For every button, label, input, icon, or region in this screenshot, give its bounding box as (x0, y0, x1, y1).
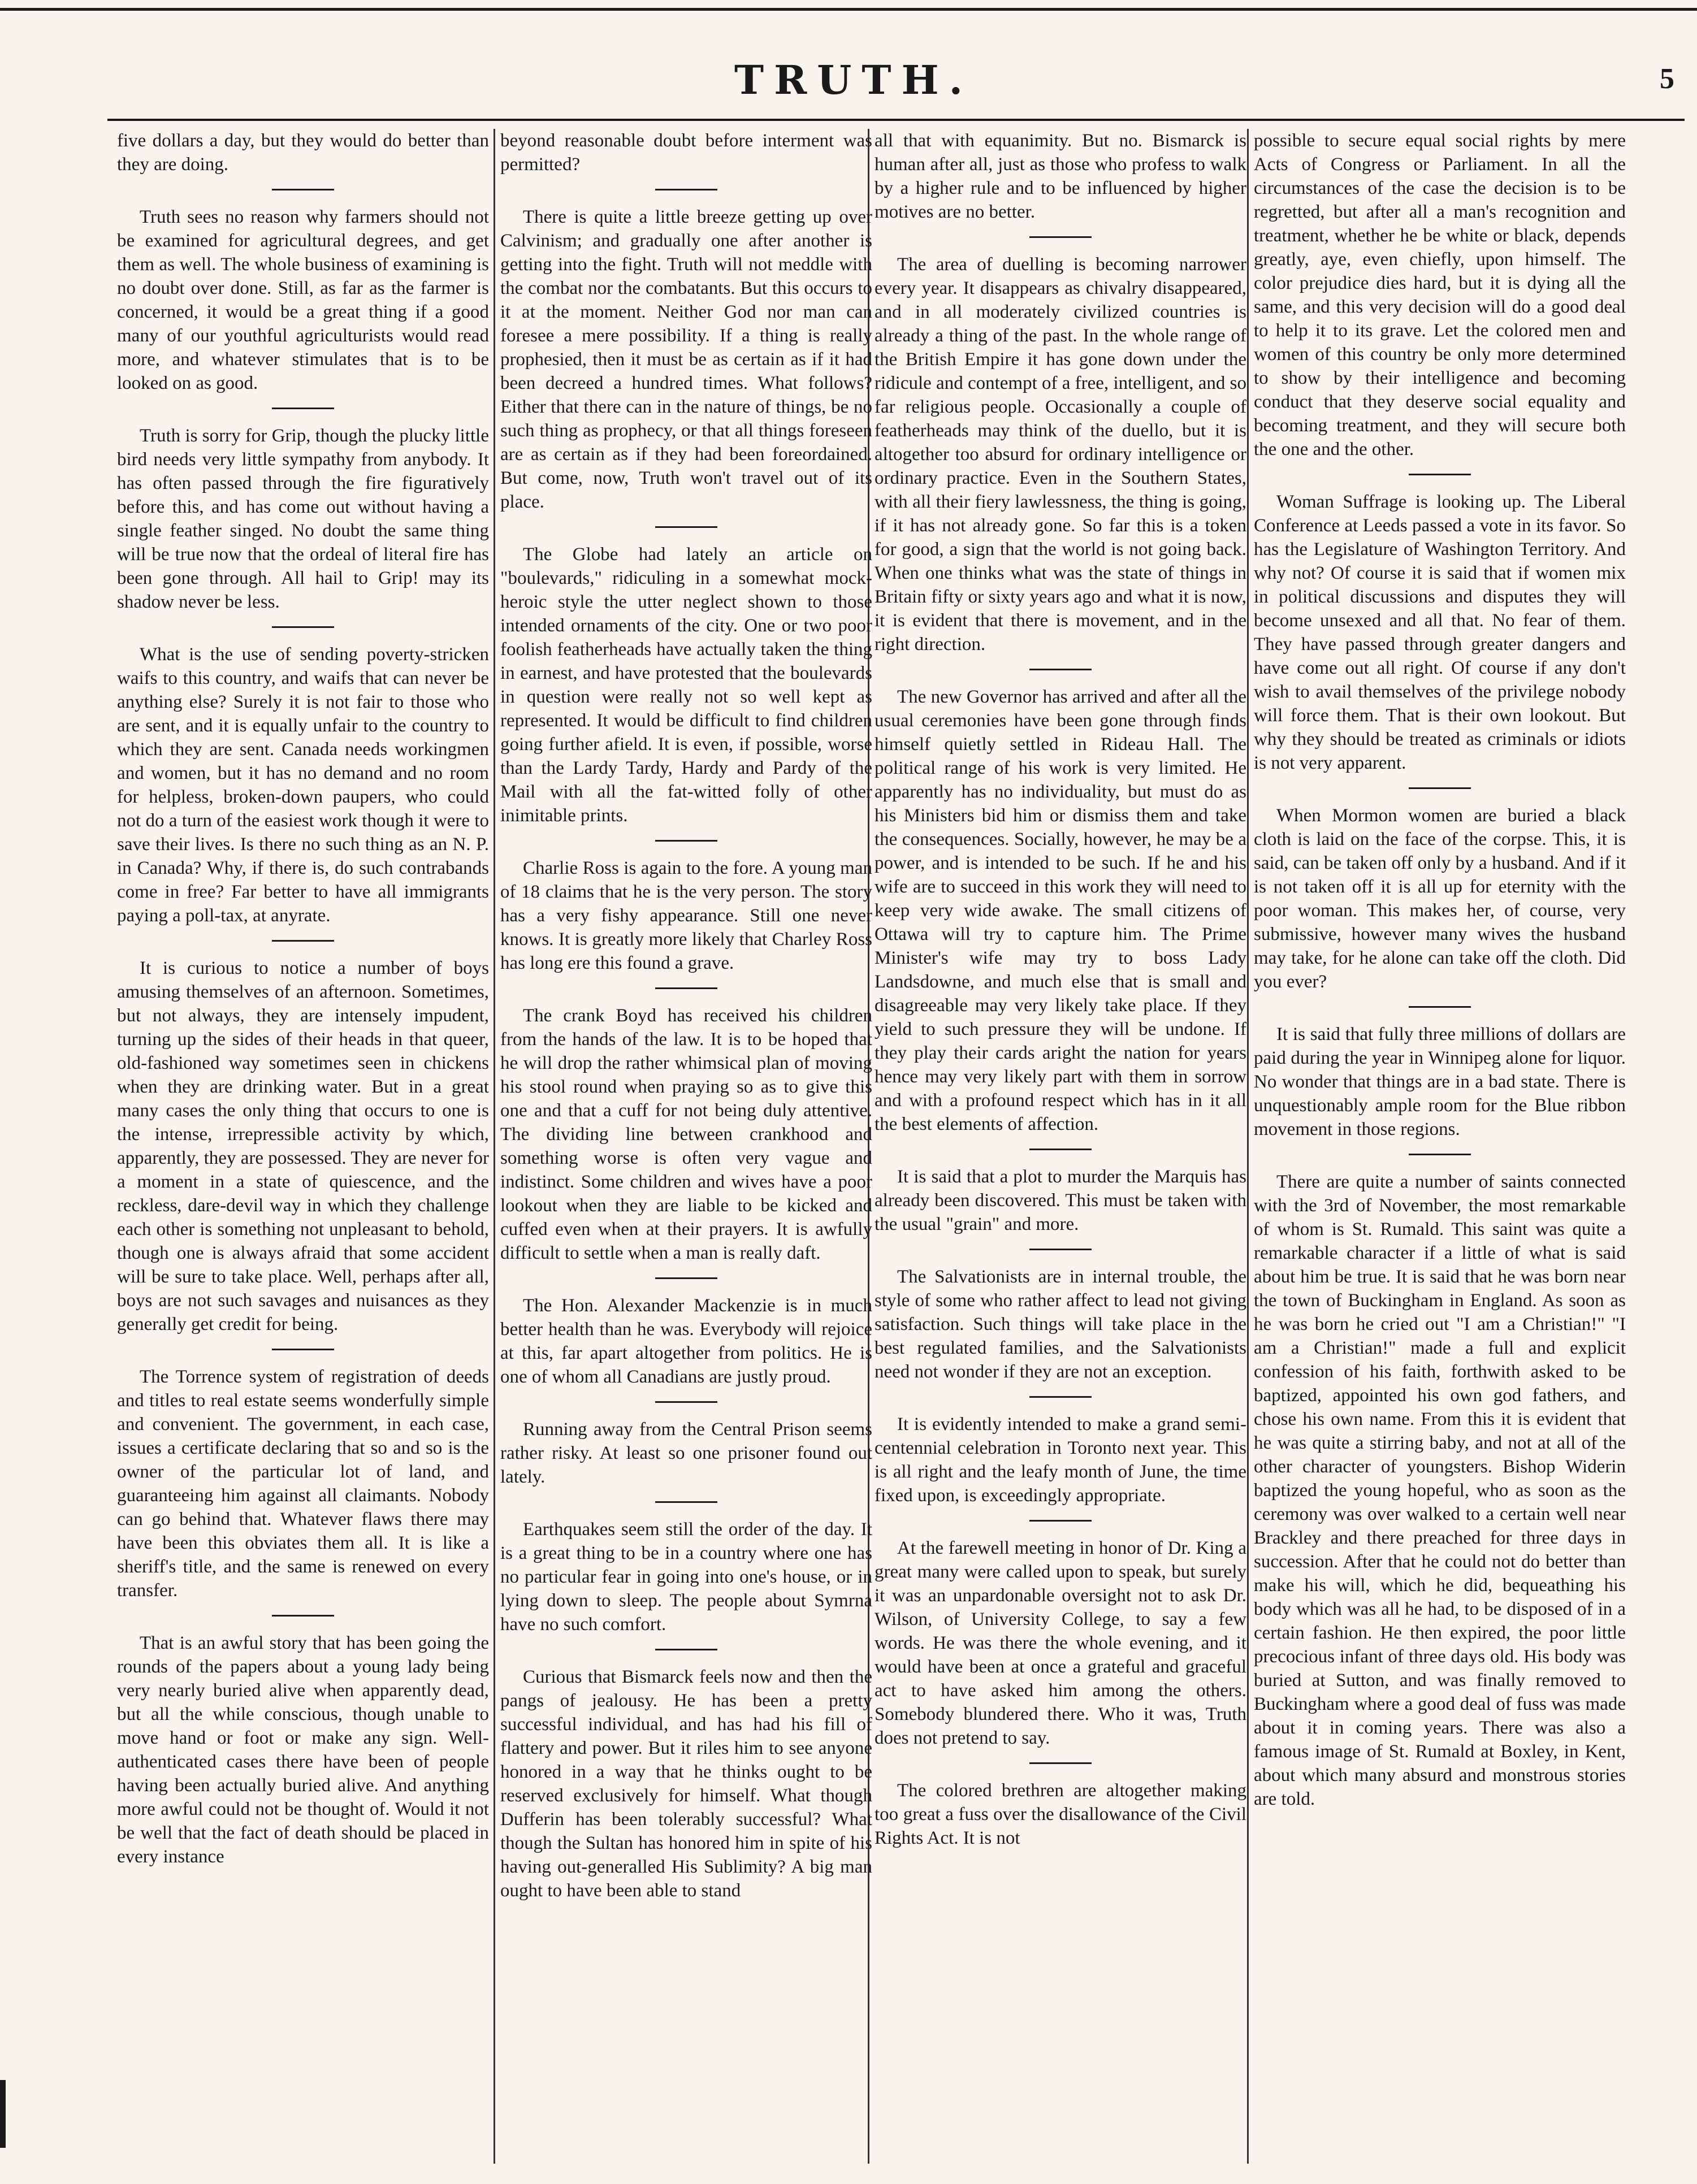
page-edge-mark (0, 2080, 6, 2148)
article-separator (655, 1501, 717, 1503)
article-paragraph: It is said that a plot to murder the Marquis has already been discovered. This must be taken with the usual "grain" and more. (875, 1167, 1246, 1234)
column-divider (1247, 129, 1249, 2164)
article-separator (655, 1277, 717, 1279)
article-paragraph: That is an awful story that has been going the rounds of the papers about a young lady being very nearly buried alive when apparently dead, but all the while conscious, though unable to move hand or foot or make any sign. Well-authenticated cases there have been of people having been actually buried alive. And anything more awful could not be thought of. Would it not be well that the fact of death should be placed in every instance (117, 1633, 489, 1867)
article-paragraph: all that with equanimity. But no. Bismarck is human after all, just as those who profess to walk by a higher rule and to be influenced by higher motives are no better. (875, 131, 1246, 222)
article-paragraph: At the farewell meeting in honor of Dr. King a great many were called upon to speak, but surely it was an unpardonable oversight not to ask Dr. Wilson, of University College, to say a few words. He was there the whole evening, and it would have been at once a grateful and graceful act to have asked him among the others. Somebody blundered there. Who it was, Truth does not pretend to say. (875, 1538, 1246, 1748)
article-separator (272, 189, 334, 190)
column-3 (875, 129, 1246, 2164)
masthead-title: TRUTH. (734, 57, 973, 103)
article-paragraph: The Torrence system of registration of deeds and titles to real estate seems wonderfully simple and convenient. The government, in each case, issues a certificate declaring that so and so is the owner of the particular lot of land, and guaranteeing him against all claimants. Nobody can go behind that. Whatever flaws there may have been this obviates them all. It is like a sheriff's title, and the same is renewed on every transfer. (117, 1367, 489, 1601)
article-separator (1409, 787, 1471, 789)
header-rule (107, 119, 1685, 121)
article-separator (1409, 1154, 1471, 1155)
article-separator (1409, 474, 1471, 475)
article-separator (1029, 1520, 1092, 1522)
article-paragraph: Truth sees no reason why farmers should not be examined for agricultural degrees, and get them as well. The whole business of examining is no doubt over done. Still, as far as the farmer is concerned, it would be a great thing if a good many of our youthful agriculturists would read more, and whatever stimulates that is to be looked on as good. (117, 207, 489, 393)
article-paragraph: What is the use of sending poverty-stricken waifs to this country, and waifs that can never be anything else? Surely it is not fair to those who are sent, and it is equally unfair to the country to which they are sent. Canada needs workingmen and women, but it has no demand and no room for helpless, broken-down paupers, who could not do a turn of the easiest work though it were to save their lives. Is there no such thing as an N. P. in Canada? Why, if there is, do such contrabands come in free? Far better to have all immigrants paying a poll-tax, at anyrate. (117, 644, 489, 926)
article-separator (1029, 669, 1092, 670)
article-paragraph: It is said that fully three millions of dollars are paid during the year in Winnipeg alone for liquor. No wonder that things are in a bad state. There is unquestionably ample room for the Blue ribbon movement in those regions. (1254, 1024, 1626, 1139)
page-header (0, 51, 1697, 119)
article-paragraph: Running away from the Central Prison seems rather risky. At least so one prisoner found out lately. (500, 1419, 872, 1487)
article-separator (1409, 1006, 1471, 1008)
article-paragraph: Curious that Bismarck feels now and then the pangs of jealousy. He has been a pretty successful individual, and has had his fill of flattery and power. But it riles him to see anyone honored in a way that he thinks ought to be reserved exclusively for himself. What though Dufferin has been tolerably successful? What though the Sultan has honored him in spite of his having out-generalled His Sublimity? A big man ought to have been able to stand (500, 1667, 872, 1901)
article-paragraph: The colored brethren are altogether making too great a fuss over the disallowance of the Civil Rights Act. It is not (875, 1780, 1246, 1848)
article-paragraph: The new Governor has arrived and after all the usual ceremonies have been gone through finds himself quietly settled in Rideau Hall. The political range of his work is very limited. He apparently has no individuality, but must do as his Ministers bid him or dismiss them and take the consequences. Socially, however, he may be a power, and is intended to be such. If he and his wife are to succeed in this work they will need to keep very wide awake. The small citizens of Ottawa will try to capture him. The Prime Minister's wife may try to boss Lady Landsdowne, and much else that is small and disagreeable may very likely take place. If they yield to such pressure they will be undone. If they play their cards aright the nation for years hence may very likely part with them in sorrow and with a profound respect which has in it all the best elements of affection. (875, 687, 1246, 1134)
article-paragraph: The Salvationists are in internal trouble, the style of some who rather affect to lead not giving satisfaction. Such things will take place in the best regulated families, and the Salvationists need not wonder if they are not an exception. (875, 1267, 1246, 1382)
article-separator (1029, 236, 1092, 238)
article-paragraph: It is evidently intended to make a grand semi-centennial celebration in Toronto next year. This is all right and the leafy month of June, the time fixed upon, is exceedingly appropriate. (875, 1414, 1246, 1506)
article-paragraph: Charlie Ross is again to the fore. A young man of 18 claims that he is the very person. The story has a very fishy appearance. Still one never knows. It is greatly more likely that Charley Ross has long ere this found a grave. (500, 858, 872, 973)
article-paragraph: The Hon. Alexander Mackenzie is in much better health than he was. Everybody will rejoice at this, far apart altogether from politics. He is one of whom all Canadians are justly proud. (500, 1295, 872, 1387)
article-separator (655, 526, 717, 528)
article-separator (272, 940, 334, 942)
article-paragraph: Earthquakes seem still the order of the day. It is a great thing to be in a country where one has no particular fear in going into one's house, or in lying down to sleep. The people about Symrna have no such comfort. (500, 1519, 872, 1635)
article-separator (655, 189, 717, 190)
article-paragraph: The Globe had lately an article on "boulevards," ridiculing in a somewhat mock-heroic style the utter neglect shown to those intended ornaments of the city. One or two poor foolish featherheads have actually taken the thing in earnest, and have protested that the boulevards in question were really not so well kept as represented. It would be difficult to find children going further afield. It is even, if possible, worse than the Lardy Tardy, Hardy and Pardy of the Mail with all the fat-witted folly of other inimitable prints. (500, 544, 872, 826)
article-separator (655, 1401, 717, 1403)
article-separator (655, 1649, 717, 1650)
article-paragraph: Truth is sorry for Grip, though the plucky little bird needs very little sympathy from anybody. It has often passed through the fire figuratively before this, and has come out without having a single feather singed. No doubt the same thing will be true now that the ordeal of literal fire has been gone through. All hail to Grip! may its shadow never be less. (117, 426, 489, 612)
page-number: 5 (1660, 63, 1674, 95)
article-separator (1029, 1249, 1092, 1250)
article-paragraph: Woman Suffrage is looking up. The Liberal Conference at Leeds passed a vote in its favor. So has the Legislature of Washington Territory. And why not? Of course it is said that if women mix in political discussions and disputes they will become unsexed and all that. No fear of them. They have passed through greater dangers and have come out all right. Of course if any don't wish to avail themselves of the privilege nobody will force them. That is their own lookout. But why they should be treated as criminals or idiots is not very apparent. (1254, 492, 1626, 773)
article-separator (272, 1349, 334, 1350)
article-separator (272, 626, 334, 628)
column-1 (117, 129, 489, 2164)
article-separator (655, 840, 717, 842)
article-separator (1029, 1396, 1092, 1398)
column-divider (493, 129, 495, 2164)
article-paragraph: The area of duelling is becoming narrower every year. It disappears as chivalry disappeared, and in all moderately civilized countries is already a thing of the past. In the whole range of the British Empire it has gone down under the ridicule and contempt of a free, intelligent, and so far religious people. Occasionally a couple of featherheads may think of the duello, but it is altogether too absurd for ordinary intelligence or ordinary practice. Even in the Southern States, with all their fiery lawlessness, the thing is going, if it has not already gone. So far this is a token for good, a sign that the world is not going back. When one thinks what was the state of things in Britain fifty or sixty years ago and what it is now, it is evident that there is movement, and in the right direction. (875, 254, 1246, 655)
article-paragraph: five dollars a day, but they would do better than they are doing. (117, 131, 489, 175)
column-2 (500, 129, 872, 2164)
column-4 (1254, 129, 1626, 2164)
article-paragraph: There are quite a number of saints connected with the 3rd of November, the most remarkable of whom is St. Rumald. This saint was quite a remarkable character if a little of what is said about him be true. It is said that he was born near the town of Buckingham in England. As soon as he was born he cried out "I am a Christian!" "I am a Christian!" made a full and explicit confession of his faith, forthwith asked to be baptized, appointed his own god fathers, and chose his own name. From this it is evident that he was quite a stirring baby, and not at all of the other character of youngsters. Bishop Widerin baptized the young hopeful, who as soon as the ceremony was over walked to a certain well near Brackley and there preached for three days in succession. After that he could not do better than make his will, which he did, bequeathing his body which was all he had, to be disposed of in a certain fashion. He then expired, the poor little precocious infant of three days old. His body was buried at Sutton, and was finally removed to Buckingham where a good deal of fuss was made about it in coming years. There was also a famous image of St. Rumald at Boxley, in Kent, about which many absurd and monstrous stories are told. (1254, 1172, 1626, 1809)
article-paragraph: It is curious to notice a number of boys amusing themselves of an afternoon. Sometimes, but not always, they are intensely impudent, turning up the sides of their heads in that queer, old-fashioned way sometimes seen in chickens when they are drinking water. But in a great many cases the only thing that occurs to one is the intense, irrepressible activity by which, apparently, they are possessed. They are never for a moment in a state of quiescence, and the reckless, dare-devil way in which they challenge each other is something not unpleasant to behold, though one is always afraid that some accident will be sure to take place. Well, perhaps after all, boys are not such savages and nuisances as they generally get credit for being. (117, 958, 489, 1334)
article-separator (1029, 1762, 1092, 1764)
article-separator (272, 1615, 334, 1617)
article-paragraph: There is quite a little breeze getting up over Calvinism; and gradually one after another is getting into the fight. Truth will not meddle with the combat nor the combatants. But this occurs to it at the moment. Neither God nor man can foresee a mere possibility. If a thing is really prophesied, then it must be as certain as if it had been decreed a hundred times. What follows? Either that there can in the nature of things, be no such thing as prophecy, or that all things foreseen are as certain as if they had been foreordained. But come, now, Truth won't travel out of its place. (500, 207, 872, 512)
top-border-rule (0, 8, 1697, 11)
article-paragraph: beyond reasonable doubt before interment was permitted? (500, 131, 872, 175)
article-paragraph: The crank Boyd has received his children from the hands of the law. It is to be hoped that he will drop the rather whimsical plan of moving his stool round when praying so as to give this one and that a cuff for not being duly attentive. The dividing line between crankhood and something worse is often very vague and indistinct. Some children and wives have a poor lookout when they are liable to be kicked and cuffed even when at their prayers. It is awfully difficult to settle when a man is really daft. (500, 1006, 872, 1263)
article-paragraph: When Mormon women are buried a black cloth is laid on the face of the corpse. This, it is said, can be taken off only by a husband. And if it is not taken off it is all up for eternity with the poor woman. This makes her, of course, very submissive, however many wives the husband may take, for he alone can take off the cloth. Did you ever? (1254, 805, 1626, 992)
article-paragraph: possible to secure equal social rights by mere Acts of Congress or Parliament. In all the circumstances of the case the decision is to be regretted, but after all a man's recognition and treatment, whether he be white or black, depends greatly, aye, even chiefly, upon himself. The color prejudice dies hard, but it is dying all the same, and this very decision will do a good deal to help it to its grave. Let the colored men and women of this country be only more determined to show by their intelligence and becoming conduct that they deserve social equality and becoming treatment, and they will secure both the one and the other. (1254, 131, 1626, 460)
article-separator (655, 987, 717, 989)
article-separator (272, 408, 334, 409)
article-separator (1029, 1149, 1092, 1150)
